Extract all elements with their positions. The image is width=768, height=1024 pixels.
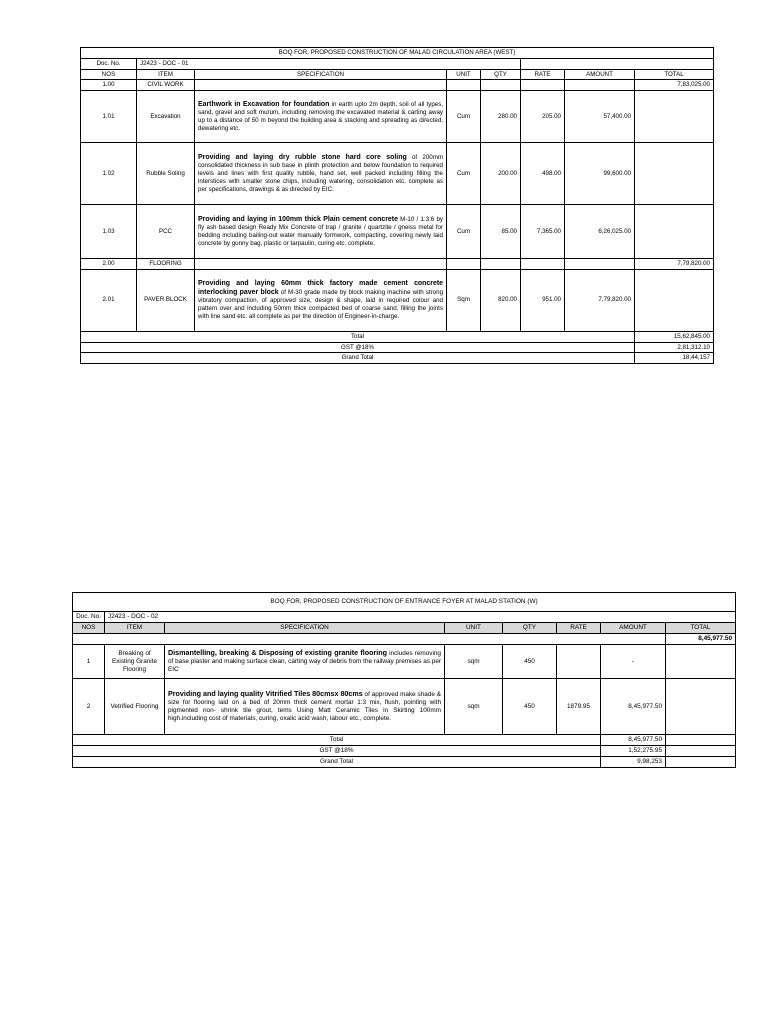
section-total: 7,83,025.00 xyxy=(635,80,714,91)
row-rate: 498.00 xyxy=(521,143,565,205)
header-rate: RATE xyxy=(521,69,565,80)
header-total: TOTAL xyxy=(635,69,714,80)
spec-lead: Earthwork in Excavation for foundation xyxy=(198,100,330,108)
header-amount: AMOUNT xyxy=(601,623,666,634)
section-nos: 2.00 xyxy=(81,259,137,270)
row-nos: 1.01 xyxy=(81,91,137,143)
row-qty: 85.00 xyxy=(481,205,521,259)
summary-label: GST @18% xyxy=(81,342,635,353)
section-row xyxy=(81,80,714,91)
table-row xyxy=(81,143,714,205)
row-qty: 450 xyxy=(503,645,557,679)
row-unit: Sqm xyxy=(447,269,481,331)
total-top-row xyxy=(73,634,736,645)
row-specification xyxy=(195,143,447,205)
row-amount: 57,400.00 xyxy=(565,91,635,143)
summary-row-total xyxy=(81,331,714,342)
row-item: Breaking of Existing Granite Flooring xyxy=(105,645,165,679)
section-row xyxy=(81,259,714,270)
header-specification: SPECIFICATION xyxy=(195,69,447,80)
header-row xyxy=(73,623,736,634)
boq-title: BOQ FOR, PROPOSED CONSTRUCTION OF MALAD CIRCULATION AREA (WEST) xyxy=(81,48,714,59)
table-row xyxy=(73,679,736,735)
header-item: ITEM xyxy=(137,69,195,80)
row-item: PAVER BLOCK xyxy=(137,269,195,331)
row-item: Excavation xyxy=(137,91,195,143)
header-total: TOTAL xyxy=(666,623,736,634)
row-item: Rubble Soling xyxy=(137,143,195,205)
row-qty: 200.00 xyxy=(481,143,521,205)
header-qty: QTY xyxy=(481,69,521,80)
doc-number-label: Doc. No. xyxy=(81,58,137,69)
row-item: Vetrified Flooring xyxy=(105,679,165,735)
row-unit: sqm xyxy=(445,645,503,679)
row-qty: 820.00 xyxy=(481,269,521,331)
summary-row-gst xyxy=(73,746,736,757)
row-amount: - xyxy=(601,645,666,679)
summary-value: 2,81,312.10 xyxy=(635,342,714,353)
table-row xyxy=(81,205,714,259)
row-amount: 99,600.00 xyxy=(565,143,635,205)
table-row xyxy=(81,269,714,331)
header-rate: RATE xyxy=(557,623,601,634)
summary-value: 8,45,977.50 xyxy=(601,735,666,746)
row-rate: 1879.95 xyxy=(557,679,601,735)
summary-value: 15,62,845.00 xyxy=(635,331,714,342)
row-amount: 8,45,977.50 xyxy=(601,679,666,735)
row-rate xyxy=(557,645,601,679)
summary-label: GST @18% xyxy=(73,746,601,757)
spec-text: M-10 / 1:3:6 by fly ash based design Ready Mix Concrete of trap / granite / quartzite / gneiss metal for bedding including bailing-out water manually formwork, compacting, covering newly laid concrete by gunny bag, plastic or tarpaulin, curing etc. complete. xyxy=(198,215,443,247)
spec-text: of 200mm consolidated thickness in sub base in plinth protection and below foundation to required levels and lines with first quality rubble, hand set, well packed including filling the interstices with smaller stone chips, including watering, consolidation etc. complete as per specifications, drawings & as directed by EIC. xyxy=(198,153,444,193)
summary-value: 1,52,275.95 xyxy=(601,746,666,757)
spec-text: in earth upto 2m depth, soil of all types, sand, gravel and soft murum, including removing the excavated material & carting away up to a distance of 50 m beyond the building area & stacking and spreading as directed, dewatering etc. xyxy=(198,100,444,132)
row-nos: 2.01 xyxy=(81,269,137,331)
row-specification xyxy=(195,91,447,143)
summary-label: Total xyxy=(81,331,635,342)
row-rate: 951.00 xyxy=(521,269,565,331)
header-nos: NOS xyxy=(81,69,137,80)
row-rate: 205.00 xyxy=(521,91,565,143)
section-total: 7,79,820.00 xyxy=(635,259,714,270)
header-unit: UNIT xyxy=(445,623,503,634)
row-qty: 280.00 xyxy=(481,91,521,143)
table-row xyxy=(81,91,714,143)
row-unit: Cum xyxy=(447,205,481,259)
row-specification xyxy=(195,205,447,259)
header-unit: UNIT xyxy=(447,69,481,80)
row-nos: 1.03 xyxy=(81,205,137,259)
row-unit: sqm xyxy=(445,679,503,735)
empty-cell xyxy=(521,58,714,69)
row-specification xyxy=(165,679,445,735)
boq-title: BOQ FOR, PROPOSED CONSTRUCTION OF ENTRANCE FOYER AT MALAD STATION (W) xyxy=(73,593,736,612)
table-row xyxy=(73,645,736,679)
row-rate: 7,365.00 xyxy=(521,205,565,259)
spec-text: of M-30 grade made by block making machine with strong vibratory compaction, of approved size, design & shape, laid in required colour and pattern over and including 50mm thick compacted bed of coarse sand, filling the joints with line sand etc. all complete as per the direction of Engineer-in-charge. xyxy=(198,288,444,320)
boq-table-malad-circulation xyxy=(80,47,714,364)
spec-lead: Providing and laying 60mm thick factory made cement concrete interlocking paver block xyxy=(198,279,443,296)
header-item: ITEM xyxy=(105,623,165,634)
header-qty: QTY xyxy=(503,623,557,634)
summary-row-gst xyxy=(81,342,714,353)
summary-row-total xyxy=(73,735,736,746)
section-item: FLOORING xyxy=(137,259,195,270)
section-nos: 1.00 xyxy=(81,80,137,91)
summary-row-grand-total xyxy=(81,353,714,364)
spec-text: of approved make shade & size for flooring laid on a bed of 20mm thick cement mortar 1:3 mix, flush, pointing with pigmented non- shrink tile grout, tems Using Matt Ceramic Tiles in Skirting 100mm high.including cost of materials, curing, oxalic acid wash, labour etc., complete. xyxy=(168,691,441,722)
row-specification xyxy=(165,645,445,679)
doc-number-value: J2423 - DOC - 01 xyxy=(137,58,521,69)
summary-label: Grand Total xyxy=(81,353,635,364)
header-row xyxy=(81,69,714,80)
row-specification xyxy=(195,269,447,331)
header-nos: NOS xyxy=(73,623,105,634)
doc-number-label: Doc. No. xyxy=(73,612,105,623)
doc-number-value: J2423 - DOC - 02 xyxy=(105,612,736,623)
row-amount: 6,26,025.00 xyxy=(565,205,635,259)
summary-value: 9,98,253 xyxy=(601,757,666,768)
row-nos: 2 xyxy=(73,679,105,735)
header-specification: SPECIFICATION xyxy=(165,623,445,634)
spec-lead: Providing and laying quality Vitrified Tiles 80cmsx 80cms xyxy=(168,690,363,698)
row-unit: Cum xyxy=(447,143,481,205)
header-amount: AMOUNT xyxy=(565,69,635,80)
boq-table-entrance-foyer xyxy=(72,592,736,768)
spec-lead: Providing and laying dry rubble stone hard core soling xyxy=(198,153,407,161)
section-item: CIVIL WORK xyxy=(137,80,195,91)
summary-label: Total xyxy=(73,735,601,746)
summary-value: 18,44,157 xyxy=(635,353,714,364)
summary-row-grand-total xyxy=(73,757,736,768)
summary-label: Grand Total xyxy=(73,757,601,768)
row-qty: 450 xyxy=(503,679,557,735)
row-unit: Cum xyxy=(447,91,481,143)
row-item: PCC xyxy=(137,205,195,259)
section-total: 8,45,977.50 xyxy=(666,634,736,645)
row-amount: 7,79,820.00 xyxy=(565,269,635,331)
spec-lead: Dismantelling, breaking & Disposing of existing granite flooring xyxy=(168,649,388,657)
row-nos: 1 xyxy=(73,645,105,679)
row-nos: 1.02 xyxy=(81,143,137,205)
spec-text: includes removing of base plaster and making surface clean, carting way of debris from the railway premises as per EIC xyxy=(168,650,441,673)
spec-lead: Providing and laying in 100mm thick Plain cement concrete xyxy=(198,215,398,223)
